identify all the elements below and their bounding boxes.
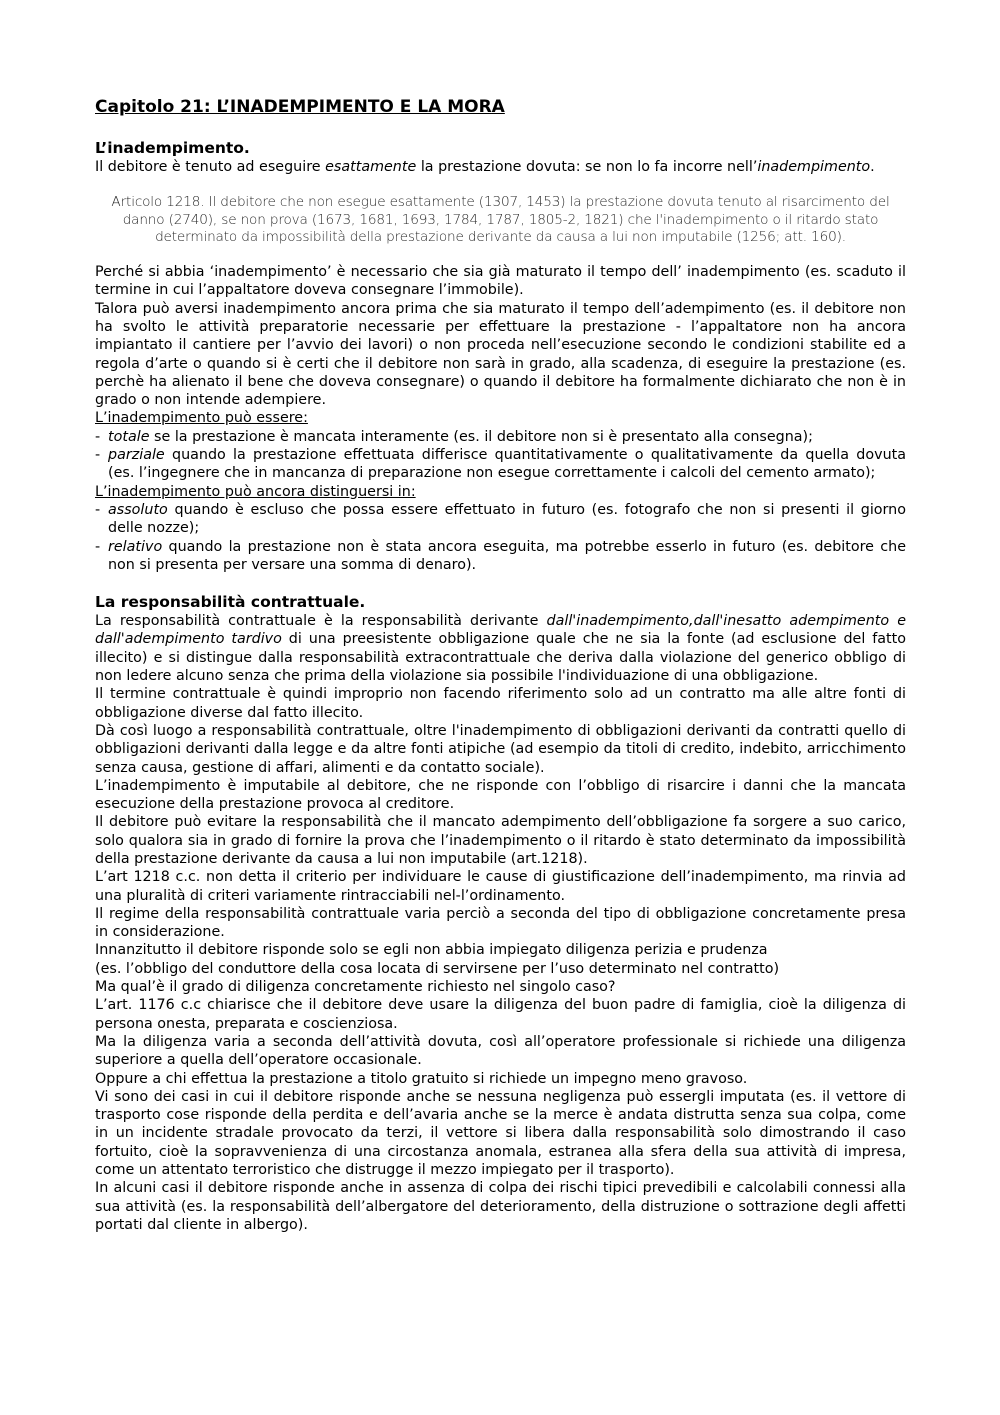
paragraph: Ma qual’è il grado di diligenza concretamente richiesto nel singolo caso? [95, 979, 616, 996]
paragraph: La responsabilità contrattuale è la responsabilità derivante dall'inadempimento,dall'inesatto adempimento e dall'adempimento tardivo di una preesistente obbligazione quale che ne sia la fonte (ad esclusione del fatto illecito) e si distingue dalla responsabilità extracontrattuale che deriva dalla violazione del generico obbligo di non ledere alcuno senza che prima della violazione sia possibile l'individuazione di una obbligazione. [95, 613, 906, 685]
chapter-title: Capitolo 21: L’INADEMPIMENTO E LA MORA [95, 97, 505, 117]
section-heading-responsabilita: La responsabilità contrattuale. [95, 593, 366, 612]
list-item: - relativo quando la prestazione non è stata ancora eseguita, ma potrebbe esserlo in futuro (es. debitore che non si presenta per versare una somma di denaro). [95, 538, 906, 575]
dash-list [95, 501, 906, 574]
paragraph: Il regime della responsabilità contrattuale varia perciò a seconda del tipo di obbligazione concretamente presa in considerazione. [95, 905, 906, 941]
paragraph: Dà così luogo a responsabilità contrattuale, oltre l'inadempimento di obbligazioni derivanti da contratti quello di obbligazioni derivanti dalla legge e da altre fonti atipiche (ad esempio da titoli di credito, indebito, arricchimento senza causa, gestione di affari, alimenti e da contatto sociale). [95, 722, 906, 776]
paragraph: In alcuni casi il debitore risponde anche in assenza di colpa dei rischi tipici prevedibili e calcolabili connessi alla sua attività (es. la responsabilità dell’albergatore del deterioramento, della distruzione o sottrazione degli affetti portati dal cliente in albergo). [95, 1180, 906, 1233]
list-item: - totale se la prestazione è mancata interamente (es. il debitore non si è presentato alla consegna); [95, 428, 906, 446]
paragraph: (es. l’obbligo del conduttore della cosa locata di servirsene per l’uso determinato nel contratto) [95, 960, 780, 977]
list-title: L’inadempimento può ancora distinguersi in: [95, 483, 416, 500]
intro-paragraph: Il debitore è tenuto ad eseguire esattamente la prestazione dovuta: se non lo fa incorre nell’inadempimento. [95, 159, 875, 175]
article-quote: Articolo 1218. Il debitore che non esegue esattamente (1307, 1453) la prestazione dovuta tenuto al risarcimento del danno (2740), se non prova (1673, 1681, 1693, 1784, 1787, 1805-2, 1821) che l'inadempimento o il ritardo stato determinato da impossibilità della prestazione derivante da causa a lui non imputabile (1256; att. 160). [111, 194, 890, 246]
paragraph: L’art. 1176 c.c chiarisce che il debitore deve usare la diligenza del buon padre di famiglia, cioè la diligenza di persona onesta, preparata e coscienziosa. [95, 997, 906, 1032]
paragraph: Talora può aversi inadempimento ancora prima che sia maturato il tempo dell’adempimento (es. il debitore non ha svolto le attività preparatorie necessarie per effettuare la prestazione - l’appaltatore non ha ancora impiantato il cantiere per l’avvio dei lavori) o non proceda nell’esecuzione secondo le condizioni stabilite ed a regola d’arte o quando si è certi che il debitore non sarà in grado, alla scadenza, di eseguire la prestazione (es. perchè ha alienato il bene che doveva consegnare) o quando il debitore ha formalmente dichiarato che non è in grado o non intende adempiere. [95, 300, 906, 409]
list-item: - assoluto quando è escluso che possa essere effettuato in futuro (es. fotografo che non si presenti il giorno delle nozze); [95, 501, 906, 538]
paragraph: L’art 1218 c.c. non detta il criterio per individuare le cause di giustificazione dell’inadempimento, ma rinvia ad una pluralità di criteri variamente rintracciabili nel-l’ordinamento. [95, 869, 906, 904]
paragraph: Innanzitutto il debitore risponde solo se egli non abbia impiegato diligenza perizia e prudenza [95, 942, 768, 959]
paragraph: Il debitore può evitare la responsabilità che il mancato adempimento dell’obbligazione fa sorgere a suo carico, solo qualora sia in grado di fornire la prova che l’inadempimento o il ritardo è stato determinato da impossibilità della prestazione derivante da causa a lui non imputabile (art.1218). [95, 814, 906, 867]
paragraph: L’inadempimento è imputabile al debitore, che ne risponde con l’obbligo di risarcire i danni che la mancata esecuzione della prestazione provoca al creditore. [95, 777, 906, 813]
paragraph: Vi sono dei casi in cui il debitore risponde anche se nessuna negligenza può essergli imputata (es. il vettore di trasporto cose risponde della perdita e dell’avaria anche se la merce è andata distrutta senza sua colpa, come in un incidente stradale provocato da terzi, il vettore si libera dalla responsabilità solo dimostrando il caso fortuito, cioè la sopravvenienza di una circostanza anomala, estranea alla sfera della sua attività di impresa, come un attentato terroristico che distrugge il mezzo impiegato per il trasporto). [95, 1088, 906, 1179]
list-item: - parziale quando la prestazione effettuata differisce quantitativamente o qualitativamente da quella dovuta (es. l’ingegnere che in mancanza di preparazione non esegue correttamente i calcoli del cemento armato); [95, 446, 906, 483]
dash-list [95, 428, 906, 483]
paragraph: Oppure a chi effettua la prestazione a titolo gratuito si richiede un impegno meno gravoso. [95, 1070, 748, 1087]
paragraph: Ma la diligenza varia a seconda dell’attività dovuta, così all’operatore professionale si richiede una diligenza superiore a quella dell’operatore occasionale. [95, 1033, 906, 1069]
paragraph: Perché si abbia ‘inadempimento’ è necessario che sia già maturato il tempo dell’ inadempimento (es. scaduto il termine in cui l’appaltatore doveva consegnare l’immobile). [95, 264, 906, 299]
document-page [95, 96, 906, 1234]
section-heading-inadempimento: L’inadempimento. [95, 139, 250, 157]
paragraph: Il termine contrattuale è quindi improprio non facendo riferimento solo ad un contratto ma alle altre fonti di obbligazione diverse dal fatto illecito. [95, 686, 906, 721]
list-title: L’inadempimento può essere: [95, 410, 308, 427]
